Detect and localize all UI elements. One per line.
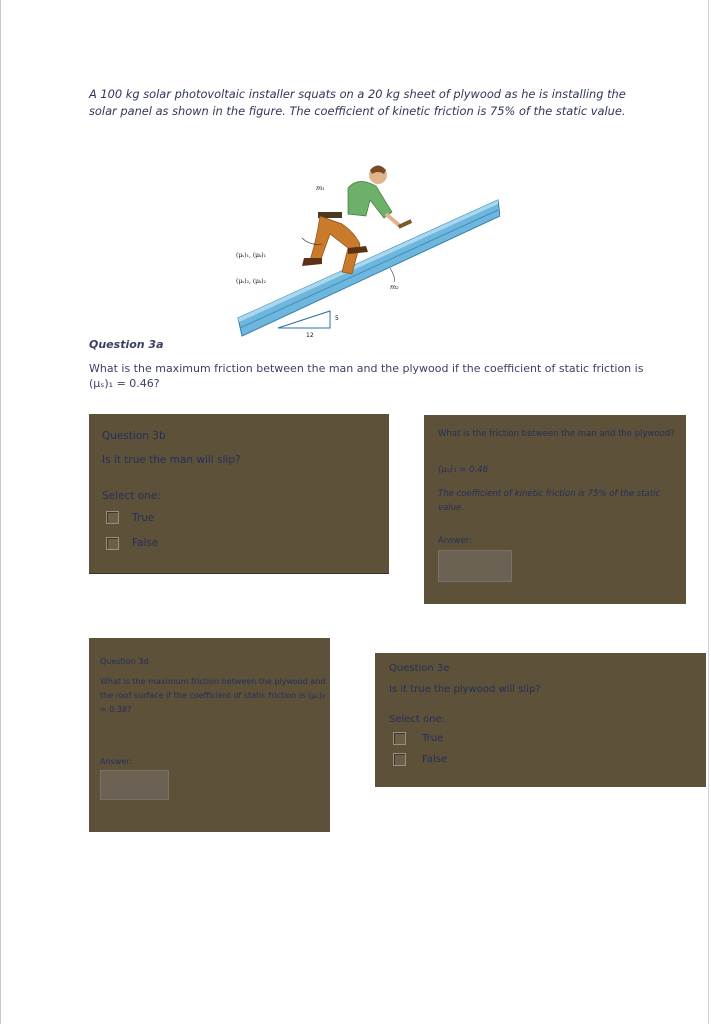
mu2-label: (μₛ)₂, (μₖ)₂: [236, 278, 266, 285]
slope-rise-label: 5: [335, 315, 339, 322]
q3c-note: The coefficient of kinetic friction is 75% of the static value.: [438, 489, 661, 513]
page-left-border: [0, 0, 1, 1024]
installer-figure: [230, 158, 500, 343]
q3b-true-label: True: [132, 512, 155, 524]
q3e-question: Is it true the plywood will slip?: [389, 684, 541, 695]
q3e-select-label: Select one:: [389, 714, 446, 725]
q3c-mu: (μₛ)₁ = 0.46: [438, 465, 489, 475]
q3b-true-checkbox[interactable]: [106, 511, 119, 524]
q3c-answer-input[interactable]: [438, 550, 512, 582]
q3c-answer-label: Answer:: [438, 536, 473, 546]
q3e-title: Question 3e: [389, 663, 450, 674]
q3e-false-label: False: [422, 754, 448, 765]
m2-label: m₂: [390, 283, 399, 291]
q3b-false-label: False: [132, 537, 159, 549]
q3d-answer-label: Answer:: [100, 757, 133, 766]
q3e-panel: [375, 653, 706, 787]
q3c-panel: [424, 415, 686, 604]
m1-label: m₁: [316, 184, 325, 192]
q3a-title: Question 3a: [89, 338, 164, 351]
q3c-question: What is the friction between the man and the plywood?: [438, 429, 675, 439]
q3d-panel: [89, 638, 330, 832]
q3e-true-label: True: [422, 733, 444, 744]
q3e-true-checkbox[interactable]: [393, 732, 406, 745]
q3b-select-label: Select one:: [102, 490, 161, 502]
q3b-false-checkbox[interactable]: [106, 537, 119, 550]
q3b-question: Is it true the man will slip?: [102, 454, 241, 466]
q3a-question: What is the maximum friction between the man and the plywood if the coefficient of static friction is (μₛ)₁ = 0.46?: [89, 362, 644, 390]
slope-run-label: 12: [306, 332, 314, 339]
page-right-border: [708, 0, 709, 1024]
q3d-title: Question 3d: [100, 657, 149, 666]
q3b-panel: [89, 414, 389, 573]
problem-intro: A 100 kg solar photovoltaic installer squats on a 20 kg sheet of plywood as he is installing the solar panel as shown in the figure. The coefficient of kinetic friction is 75% of the static value.: [89, 87, 626, 118]
q3e-false-checkbox[interactable]: [393, 753, 406, 766]
mu1-label: (μₛ)₁, (μₖ)₁: [236, 252, 266, 259]
q3d-question: What is the maximum friction between the plywood and the roof surface if the coefficient of static friction is (μₛ)₂ = 0.38?: [100, 677, 326, 714]
q3b-title: Question 3b: [102, 430, 166, 442]
q3d-answer-input[interactable]: [100, 770, 169, 800]
